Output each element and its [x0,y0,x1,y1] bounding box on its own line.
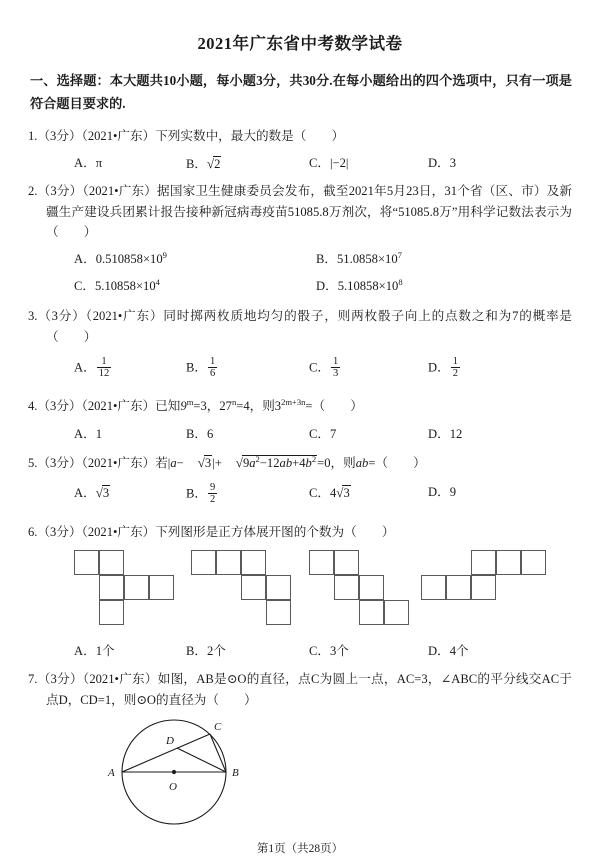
option-6-b[interactable]: B．2个 [186,644,226,659]
option-4-b[interactable]: B．6 [186,426,214,441]
net-cell [266,575,291,600]
question-3-options [28,356,572,386]
question-1 [28,126,572,171]
question-3 [28,306,572,386]
net-cell [496,550,521,575]
sqrt-icon: √3 [336,484,350,500]
section-intro: 一、选择题：本大题共10小题，每小题3分，共30分.在每小题给出的四个选项中，只有一项是符合题目要求的. [30,73,572,112]
question-2 [28,181,572,296]
net-cell [266,600,291,625]
net-cell [421,575,446,600]
label-c: C [214,721,222,734]
sqrt-icon: √2 [207,156,221,172]
sqrt-icon: $√9a^2-12ab+4b^2$ [235,453,317,470]
question-5-number: 5 [28,455,35,470]
question-2-options-row-2 [28,276,572,296]
option-5-a[interactable]: A．√3 [74,482,110,503]
question-3-score: （3分） [37,309,86,324]
cube-net-figures [28,550,572,634]
net-cell [99,600,124,625]
net-cell [521,550,546,575]
question-5-expression: 若$|a- √3|+ √9a^2-12ab+4b^2=0$，则ab=（ ） [155,456,426,470]
option-6-a[interactable]: A．1个 [74,644,115,659]
circle-diagram-svg [82,714,302,832]
question-3-number: 3 [28,309,35,324]
question-5-score: （3分） [37,455,82,470]
question-2-text: 据国家卫生健康委员会发布，截至2021年5月23日，31个省（区、市）及新疆生产建设兵团累计报告接种新冠病毒疫苗51085.8万剂次，将“51085.8万”用科学记数法表示为（ ） [46,184,573,240]
net-cell [384,600,409,625]
question-4-score: （3分） [37,399,82,414]
question-4 [28,396,572,441]
question-6-options [28,641,572,659]
option-4-c[interactable]: C．7 [309,426,337,441]
option-3-a[interactable]: A． $\frac{1}{12}$ [74,356,110,380]
question-6-number: 6 [28,524,35,539]
net-cell [216,550,241,575]
net-cell [74,550,99,575]
question-4-text: 已知 [155,399,181,414]
option-2-a[interactable]: A．$0.510858\times 10^9$ [74,250,167,267]
option-4-a[interactable]: A．1 [74,426,102,441]
net-cell [191,550,216,575]
label-d: D [166,735,174,748]
option-2-c[interactable]: C．$5.10858\times 10^4$ [74,277,160,294]
question-4-options [28,424,572,442]
page-title: 2021年广东省中考数学试卷 [197,34,403,53]
option-1-a[interactable]: A．π [74,156,103,171]
question-4-number: 4 [28,399,35,414]
question-6-stem: 6.（3分）（2021•广东）下列图形是正方体展开图的个数为（ ） [28,524,395,539]
question-7-number: 7 [28,672,35,687]
net-cell [334,575,359,600]
option-5-b[interactable]: B． $\frac{9}{2}$ [186,481,216,505]
circle-figure [28,714,572,834]
question-1-options [28,153,572,171]
net-cell [471,550,496,575]
net-cell [99,550,124,575]
question-2-source: （2021•广东） [82,184,158,199]
question-3-stem: 3.（3分）（2021•广东）同时掷两枚质地均匀的骰子，则两枚骰子向上的点数之和为7的概率是（ ） [28,309,573,344]
question-1-text: 下列实数中，最大的数是（ ） [155,128,345,143]
question-7-text: 如图，AB是⊙O的直径，点C为圆上一点，AC=3，∠ABC的平分线交AC于点D，CD=1，则⊙O的直径为（ ） [46,672,572,707]
question-2-number: 2 [28,184,35,199]
option-3-b[interactable]: B． $\frac{1}{6}$ [186,356,216,380]
question-3-source: （2021•广东） [85,309,164,324]
option-6-d[interactable]: D．4个 [428,644,469,659]
segment-db [177,748,226,772]
net-cell [446,575,471,600]
question-1-score: （3分） [37,128,82,143]
option-6-c[interactable]: C．3个 [309,644,349,659]
fraction: $\frac{9}{2}$ [210,481,216,505]
option-5-d[interactable]: D．9 [428,484,456,499]
question-7-stem: 7.（3分）（2021•广东）如图，AB是⊙O的直径，点C为圆上一点，AC=3，∠ABC的平分线交AC于点D，CD=1，则⊙O的直径为（ ） [28,672,572,707]
net-cell [334,550,359,575]
question-6-score: （3分） [37,524,82,539]
question-5-source: （2021•广东） [81,455,156,470]
fraction: $\frac{1}{12}$ [98,356,110,380]
question-7-score: （3分） [37,672,83,687]
option-5-c[interactable]: C．4√3 [309,482,351,503]
question-4-source: （2021•广东） [81,399,156,414]
fraction: $\frac{1}{6}$ [210,356,216,380]
net-cell [124,575,149,600]
segment-cb [210,734,226,772]
question-5 [28,452,572,512]
question-6-source: （2021•广东） [81,524,156,539]
option-1-d[interactable]: D．3 [428,156,456,171]
option-2-b[interactable]: B．$51.0858\times 10^7$ [316,250,402,267]
option-3-c[interactable]: C． $\frac{1}{3}$ [309,356,339,380]
option-2-d[interactable]: D．$5.10858\times 10^8$ [316,277,403,294]
label-o: O [169,781,177,794]
question-5-stem: 5.（3分）（2021•广东）若$|a- √3|+ √9a^2-12ab+4b^2=0$，则ab=（ ） [28,452,572,473]
net-cell [471,575,496,600]
question-1-number: 1 [28,128,35,143]
sqrt-icon: √3 [197,454,212,470]
center-point-o [172,770,176,774]
question-3-text: 同时掷两枚质地均匀的骰子，则两枚骰子向上的点数之和为7的概率是（ ） [46,309,573,344]
question-6-text: 下列图形是正方体展开图的个数为（ ） [155,524,395,539]
question-2-options-row-1 [28,249,572,269]
label-b: B [232,767,239,780]
page-footer: 第1页（共28页） [256,843,344,855]
sqrt-icon: √3 [95,484,110,500]
option-3-d[interactable]: D． $\frac{1}{2}$ [428,356,458,380]
net-cell [99,575,124,600]
question-7 [28,669,572,834]
fraction: $\frac{1}{3}$ [333,356,339,380]
net-cell [359,575,384,600]
question-4-stem: 4.（3分）（2021•广东）已知$9^m=3$，$27^n=4$，则$3^{2m+3n}=$（ ） [28,397,363,414]
question-1-stem: 1.（3分）（2021•广东）下列实数中，最大的数是（ ） [28,128,345,143]
question-7-source: （2021•广东） [82,672,158,687]
question-1-source: （2021•广东） [81,128,156,143]
net-cell [241,550,266,575]
question-2-stem: 2.（3分）（2021•广东）据国家卫生健康委员会发布，截至2021年5月23日，31个省（区、市）及新疆生产建设兵团累计报告接种新冠病毒疫苗51085.8万剂次，将“51085.8万”用科学记数法表示为（ ） [28,184,573,240]
question-5-options [28,482,572,512]
option-1-c[interactable]: C．|−2| [309,156,349,171]
question-4-expression: $9^m=3$，$27^n=4$，则$3^{2m+3n}=$（ ） [180,397,363,414]
label-a: A [108,767,115,780]
option-4-d[interactable]: D．12 [428,426,463,441]
question-6 [28,522,572,659]
net-cell [241,575,266,600]
net-cell [149,575,174,600]
net-cell [359,600,384,625]
net-cell [309,550,334,575]
option-1-b[interactable]: B．√2 [186,153,221,174]
question-2-score: （3分） [37,184,83,199]
fraction: $\frac{1}{2}$ [452,356,458,380]
